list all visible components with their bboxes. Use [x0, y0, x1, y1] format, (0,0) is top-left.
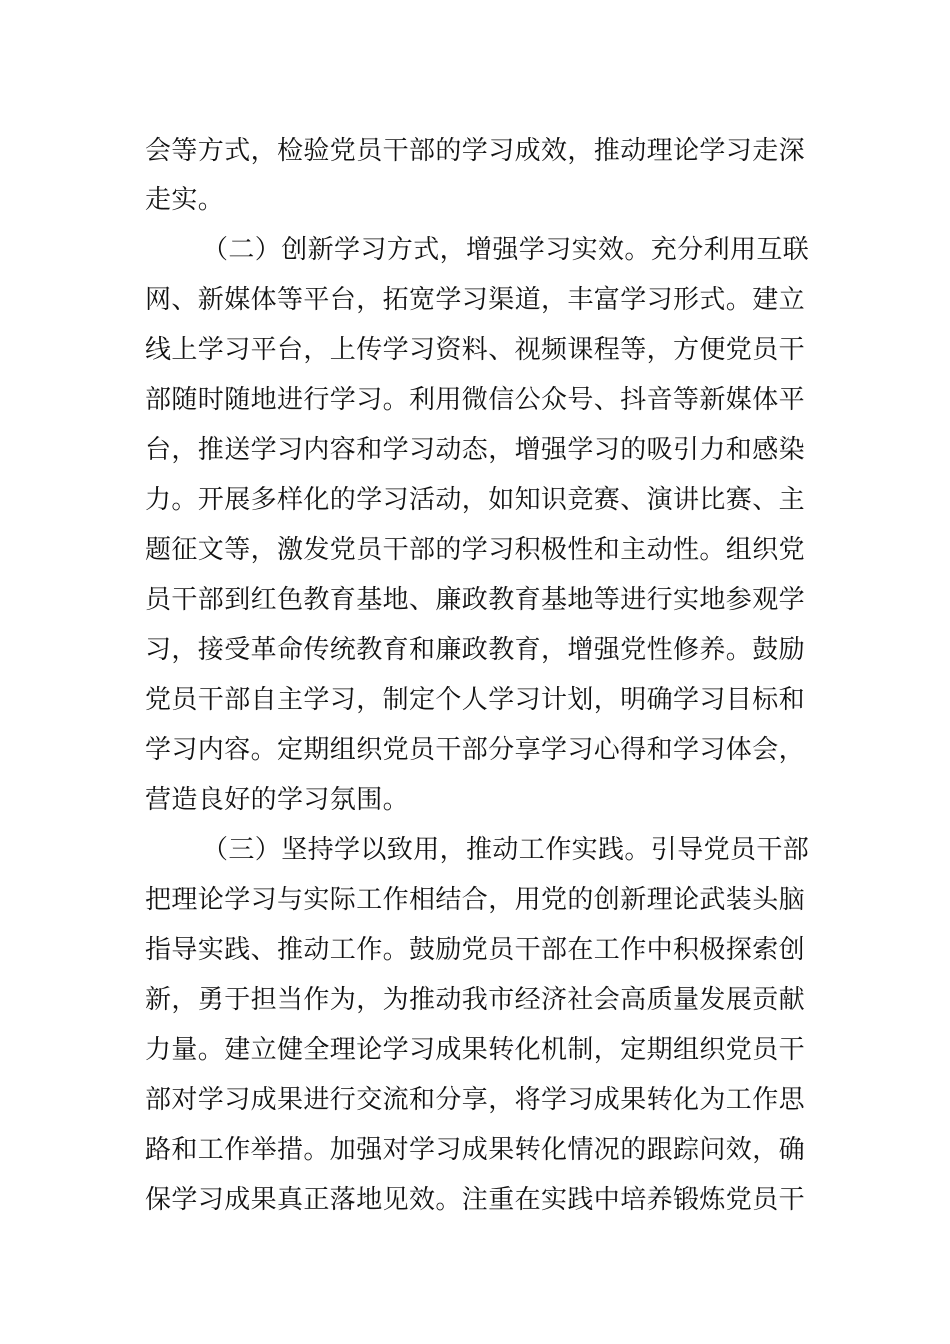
text-line-16: 把理论学习与实际工作相结合，用党的创新理论武装头脑 — [145, 885, 806, 915]
text-line-9: 题征文等，激发党员干部的学习积极性和主动性。组织党 — [145, 535, 806, 565]
text-line-11: 习，接受革命传统教育和廉政教育，增强党性修养。鼓励 — [145, 635, 806, 665]
text-line-2: 走实。 — [145, 185, 225, 215]
text-line-8: 力。开展多样化的学习活动，如知识竞赛、演讲比赛、主 — [145, 485, 806, 515]
text-line-14: 营造良好的学习氛围。 — [145, 785, 410, 815]
text-line-20: 部对学习成果进行交流和分享，将学习成果转化为工作思 — [145, 1085, 806, 1115]
text-line-6: 部随时随地进行学习。利用微信公众号、抖音等新媒体平 — [145, 385, 806, 415]
text-line-5: 线上学习平台，上传学习资料、视频课程等，方便党员干 — [145, 335, 806, 365]
text-line-10: 员干部到红色教育基地、廉政教育基地等进行实地参观学 — [145, 585, 806, 615]
text-line-22: 保学习成果真正落地见效。注重在实践中培养锻炼党员干 — [145, 1185, 806, 1215]
text-line-17: 指导实践、推动工作。鼓励党员干部在工作中积极探索创 — [145, 935, 806, 965]
text-line-19: 力量。建立健全理论学习成果转化机制，定期组织党员干 — [145, 1035, 806, 1065]
text-line-18: 新，勇于担当作为，为推动我市经济社会高质量发展贡献 — [145, 985, 806, 1015]
text-line-4: 网、新媒体等平台，拓宽学习渠道，丰富学习形式。建立 — [145, 285, 806, 315]
text-line-21: 路和工作举措。加强对学习成果转化情况的跟踪问效，确 — [145, 1135, 806, 1165]
text-line-7: 台，推送学习内容和学习动态，增强学习的吸引力和感染 — [145, 435, 806, 465]
text-line-13: 学习内容。定期组织党员干部分享学习心得和学习体会， — [145, 735, 806, 765]
section-2-heading-line: （二）创新学习方式，增强学习实效。充分利用互联 — [202, 235, 810, 265]
text-line-12: 党员干部自主学习，制定个人学习计划，明确学习目标和 — [145, 685, 806, 715]
text-line-1: 会等方式，检验党员干部的学习成效，推动理论学习走深 — [145, 136, 806, 166]
section-3-heading-line: （三）坚持学以致用，推动工作实践。引导党员干部 — [202, 835, 810, 865]
